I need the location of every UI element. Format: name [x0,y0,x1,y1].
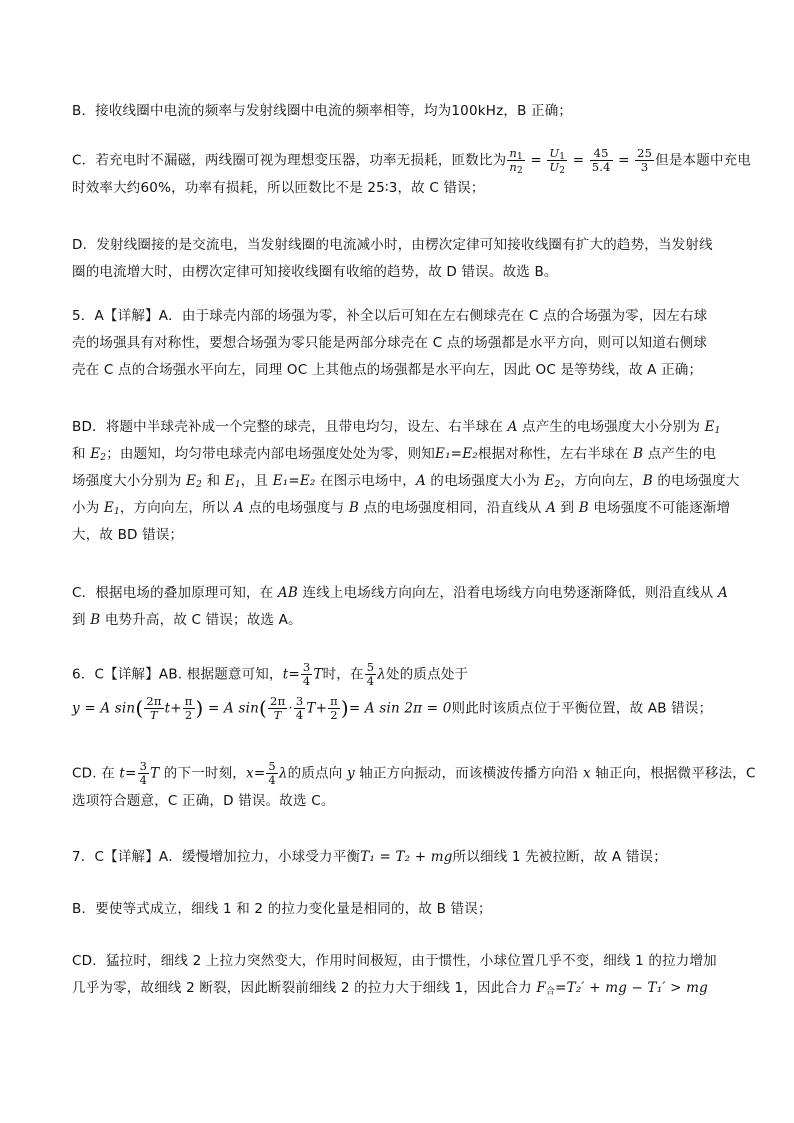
question-5-explanation: 5．A【详解】A．由于球壳内部的场强为零，补全以后可知在左右侧球壳在 C 点的合场强为零，因左右球 壳的场强具有对称性，要想合场强为零只能是两部分球壳在 C 点的场强都是水平方向，则可以知道右侧球 壳在 C 点的合场强水平向左，同理 OC 上其他点的场强都是水平向左，因此 OC 是等势线，故 A 正确； [72,308,708,378]
position-fraction: $\frac{5}{4}$ [366,660,375,688]
question-6-explanation: 6．C【详解】AB. 根据题意可知，t= $\frac{3}{4}$ T时，在 $\frac{5}{4}$ λ处的质点处于 y = A sin( $\frac{2\pi}{T}$ t+ $\frac{\pi}{2}$ ) = A sin( $\frac{2\pi}{T}$ · $\frac{3}{4}$ T+ $\frac{\pi}{2}$ )= A sin 2π = 0则此时该质点位于平衡位置，故 AB 错误； [72,661,752,722]
question-7-explanation: 7．C【详解】A．缓慢增加拉力，小球受力平衡T₁ = T₂ + mg所以细线 1 先被拉断，故 A 错误； [72,849,667,865]
paragraph-c-superposition: C．根据电场的叠加原理可知，在 AB 连线上电场线方向向左，沿着电场线方向电势逐渐降低，则沿直线从 A 到 B 电势升高，故 C 错误；故选 A。 [72,585,728,628]
paragraph-c-transformer: C．若充电时不漏磁，两线圈可视为理想变压器，功率无损耗，匝数比为 $\frac{n_1}{n_2}$ = $\frac{U_1}{U_2}$ = $\frac{45}{5.4}$ = $\frac{25}{3}$ 但是本题中充电 时效率大约60%，功率有损耗，所以匝数比不是 25∶3，故 C 错误； [72,146,752,196]
paragraph-b-tension: B．要使等式成立，细线 1 和 2 的拉力变化量是相同的，故 B 错误； [72,901,492,917]
result-fraction: $\frac{25}{3}$ [637,146,653,174]
voltage-ratio-fraction: $\frac{U_1}{U_2}$ [549,146,566,176]
paragraph-bd-field: BD．将题中半球壳补成一个完整的球壳，且带电均匀，设左、右半球在 A 点产生的电场强度大小分别为 $E_1$ 和 $E_2$；由题知，均匀带电球壳内部电场强度处处为零，则知E₁=E₂根据对称性，左右半球在 B 点产生的电 场强度大小分别为 $E_2$ 和 $E_1$，且 E₁=E₂ 在图示电场中，A 的电场强度大小为 $E_2$，方向向左，B 的电场强度大 小为 $E_1$，方向向左，所以 A 点的电场强度与 B 点的电场强度相同，沿直线从 A 到 B 电场强度不可能逐渐增 大，故 BD 错误； [72,419,740,543]
wave-equation: y = A sin( $\frac{2\pi}{T}$ t+ $\frac{\pi}{2}$ ) = A sin( $\frac{2\pi}{T}$ · $\frac{3}{4}$ T+ $\frac{\pi}{2}$ )= A sin 2π = 0则此时该质点位于平衡位置，故 AB 错误； [72,693,713,722]
paragraph-b-frequency: B．接收线圈中电流的频率与发射线圈中电流的频率相等，均为100kHz，B 正确； [72,103,573,119]
paragraph-cd-inertia: CD．猛拉时，细线 2 上拉力突然变大，作用时间极短，由于惯性，小球位置几乎不变，细线 1 的拉力增加 几乎为零，故细线 2 断裂，因此断裂前细线 2 的拉力大于细线 1，因此合力 $F_合=T_2'$ + mg − T₁′ > mg [72,953,717,997]
numeric-fraction: $\frac{45}{5.4}$ [591,146,611,174]
paragraph-d-lenz: D．发射线圈接的是交流电，当发射线圈的电流减小时，由楞次定律可知接收线圈有扩大的趋势，当发射线 圈的电流增大时，由楞次定律可知接收线圈有收缩的趋势，故 D 错误。故选 B。 [72,237,713,280]
turns-ratio-fraction: $\frac{n_1}{n_2}$ [509,146,523,176]
time-fraction: $\frac{3}{4}$ [302,660,311,688]
paragraph-cd-wave: CD. 在 t= $\frac{3}{4}$ T 的下一时刻，x= $\frac{5}{4}$ λ的质点向 y 轴正方向振动，而该横波传播方向沿 x 轴正向，根据微平移法，C 选项符合题意，C 正确，D 错误。故选 C。 [72,759,756,809]
